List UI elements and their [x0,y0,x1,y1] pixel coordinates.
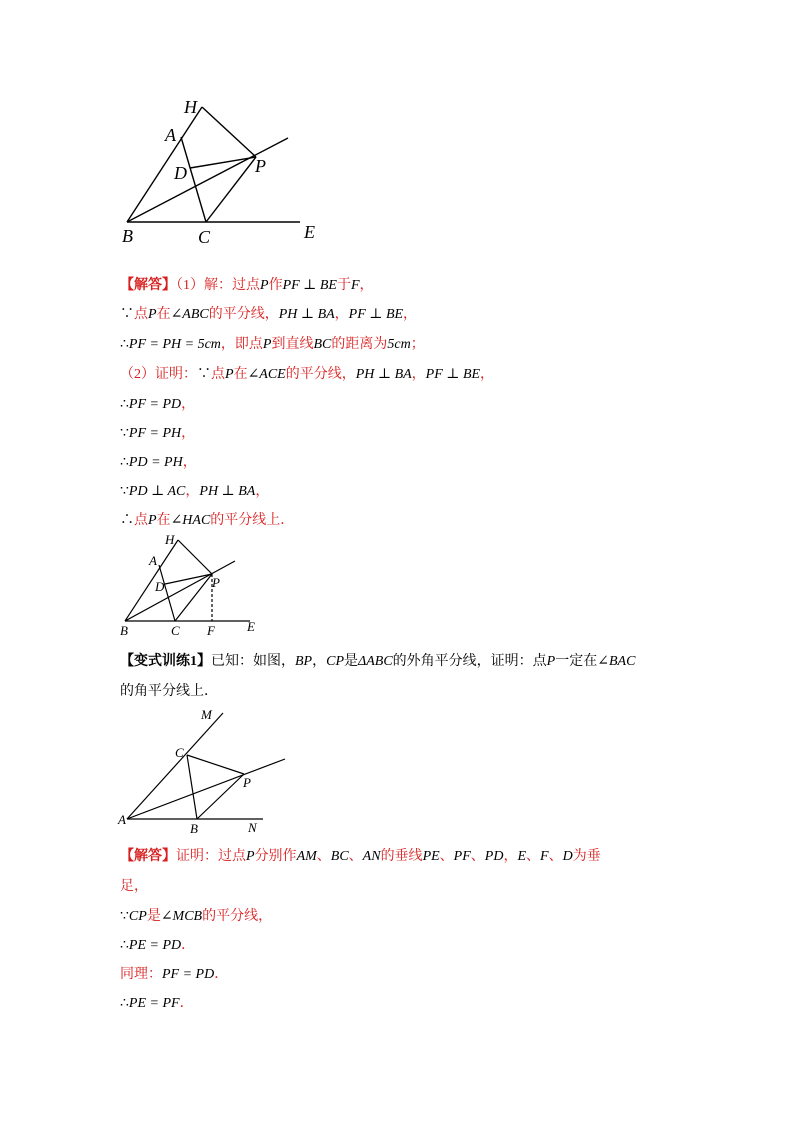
label-a: A [149,553,157,568]
label-p: P [243,775,251,790]
label-a: A [165,125,176,145]
solution1-line6: ∵PF = PH， [120,426,196,441]
solution1-line9: ∴点P在∠HAC的平分线上． [120,513,295,528]
solution1-line8: ∵PD ⊥ AC，PH ⊥ BA， [120,484,270,499]
solution1-line5: ∴PF = PD， [120,397,196,412]
solution1-line3: ∴PF = PH = 5cm，即点P到直线BC的距离为5cm； [120,337,425,352]
solution2-line4: 同理：PF = PD． [120,967,229,982]
label-e: E [304,222,315,242]
exercise1-head: 【变式训练1】 [120,654,211,669]
line-cp [206,157,256,222]
line-bp-ray [125,561,235,621]
label-n: N [248,820,257,835]
figure-2-diagram [115,532,270,640]
solution2-line1: 【解答】证明：过点P分别作AM、BC、AN的垂线PE、PF、PD，E、F、D为垂 [120,849,601,864]
solution1-line4: （2）证明：∵点P在∠ACE的平分线，PH ⊥ BA，PF ⊥ BE， [120,367,495,382]
figure-3-diagram [115,705,295,835]
line-dp [190,157,256,168]
label-b: B [122,226,133,246]
label-a: A [118,812,126,827]
label-b: B [190,821,198,835]
label-c: C [171,623,180,638]
line-cb [187,755,197,819]
label-c: C [175,745,184,760]
label-p: P [255,156,266,176]
label-p: P [212,575,220,590]
figure-2 [115,532,270,640]
figure-3 [115,705,295,835]
line-bp-ray [127,138,288,222]
solution2-line2: ∵CP是∠MCB的平分线， [120,909,273,924]
exercise1-line1: 【变式训练1】已知：如图，BP，CP是ΔABC的外角平分线，证明：点P一定在∠BAC [120,654,636,669]
solution2-head: 【解答】 [120,849,176,864]
label-m: M [201,707,212,722]
figure-1 [110,95,330,250]
line-am [127,713,223,819]
solution1-line2: ∵点P在∠ABC的平分线，PH ⊥ BA，PF ⊥ BE， [120,307,418,322]
solution2-line1b: 足， [120,879,148,894]
line-hp [202,107,256,157]
label-b: B [120,623,128,638]
label-d: D [155,579,165,594]
solution1-head: 【解答】 [120,278,176,293]
line-cp [187,755,244,774]
label-h: H [165,532,175,547]
exercise1-line2: 的角平分线上． [120,684,218,699]
solution2-line3: ∴PE = PD． [120,938,196,953]
line-bp [197,774,244,819]
label-f: F [207,623,215,638]
label-e: E [247,619,255,634]
solution1-line1: 【解答】（1）解：过点P作PF ⊥ BE于F， [120,278,374,293]
figure-1-diagram [110,95,330,250]
line-hp [178,540,212,574]
solution2-line5: ∴PE = PF． [120,996,194,1011]
label-d: D [174,163,187,183]
label-c: C [198,227,211,247]
solution1-line7: ∴PD = PH， [120,455,197,470]
label-h: H [184,97,197,117]
